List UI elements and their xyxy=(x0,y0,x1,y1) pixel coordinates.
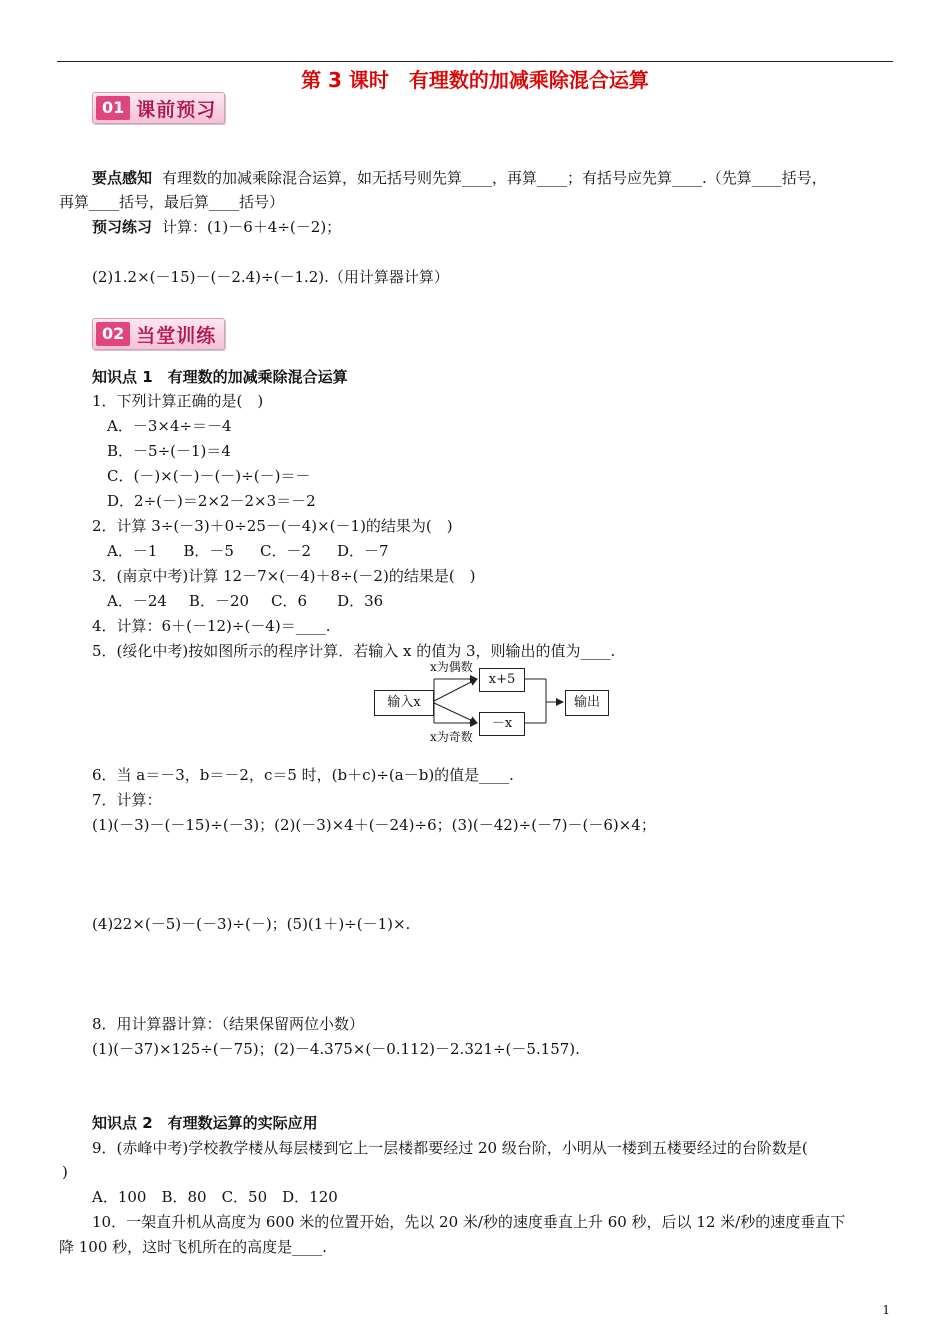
q1-option-a: A．－3×4÷＝－4 xyxy=(107,417,232,435)
page-title: 第 3 课时 有理数的加减乘除混合运算 xyxy=(301,68,649,92)
flow-odd-label: x为奇数 xyxy=(430,730,473,744)
kp2-heading: 知识点 2 有理数运算的实际应用 xyxy=(92,1114,318,1132)
q4-stem: 4．计算：6＋(－12)÷(－4)＝____. xyxy=(92,617,331,635)
flow-odd-op-box: －x xyxy=(479,712,525,736)
q1-option-b: B．－5÷(－1)＝4 xyxy=(107,442,231,460)
q2-option-a: A．－1 xyxy=(107,542,158,560)
exercise-line2: (2)1.2×(－15)－(－2.4)÷(－1.2).（用计算器计算） xyxy=(92,268,449,286)
key-points-line1 xyxy=(92,168,827,188)
q7-line1: (1)(－3)－(－15)÷(－3)；(2)(－3)×4＋(－24)÷6；(3)(－42)÷(－7)－(－6)×4； xyxy=(92,816,656,834)
q2-options xyxy=(107,541,389,561)
q8-stem: 8．用计算器计算：（结果保留两位小数） xyxy=(92,1015,365,1033)
exercise-line1 xyxy=(92,217,341,237)
q7-line2: (4)22×(－5)－(－3)÷(－)；(5)(1＋)÷(－1)×. xyxy=(92,915,411,933)
key-points-line2: 再算____括号，最后算____括号） xyxy=(59,193,285,211)
q3-option-c: C．6 xyxy=(271,592,308,610)
q2-option-c: C．－2 xyxy=(259,542,311,560)
section-badge-preview xyxy=(92,92,225,124)
flow-input-box: 输入x xyxy=(374,690,434,716)
exercise-text: 计算：(1)－6＋4÷(－2)； xyxy=(162,218,342,236)
flow-even-label: x为偶数 xyxy=(430,660,473,674)
q10-line1: 10．一架直升机从高度为 600 米的位置开始，先以 20 米/秒的速度垂直上升 60 秒，后以 12 米/秒的速度垂直下 xyxy=(92,1213,846,1231)
key-points-label: 要点感知 xyxy=(92,169,153,187)
flow-even-op-box: x+5 xyxy=(479,668,525,692)
badge-label: 课前预习 xyxy=(136,98,217,121)
key-points-text: 有理数的加减乘除混合运算，如无括号则先算____，再算____；有括号应先算____.（先算____括号， xyxy=(162,169,827,187)
q3-stem: 3．(南京中考)计算 12－7×(－4)＋8÷(－2)的结果是( ) xyxy=(92,567,476,585)
q3-option-d: D．36 xyxy=(337,592,384,610)
q9-options: A．100 B．80 C．50 D．120 xyxy=(92,1188,338,1206)
q3-options xyxy=(107,591,383,611)
q5-stem: 5．(绥化中考)按如图所示的程序计算．若输入 x 的值为 3，则输出的值为____. xyxy=(92,642,616,660)
q3-option-a: A．－24 xyxy=(107,592,167,610)
q2-option-d: D．－7 xyxy=(337,542,389,560)
q10-line2: 降 100 秒，这时飞机所在的高度是____. xyxy=(59,1238,327,1256)
q1-option-c: C．(－)×(－)－(－)÷(－)＝－ xyxy=(107,467,311,485)
badge-number: 01 xyxy=(96,96,130,120)
q2-stem: 2．计算 3÷(－3)＋0÷25－(－4)×(－1)的结果为( ) xyxy=(92,517,453,535)
q9-line2: ) xyxy=(62,1163,68,1181)
badge-label: 当堂训练 xyxy=(136,324,217,347)
page-number: 1 xyxy=(882,1303,890,1317)
q1-option-d: D．2÷(－)＝2×2－2×3＝－2 xyxy=(107,492,316,510)
exercise-label: 预习练习 xyxy=(92,218,153,236)
section-badge-practice xyxy=(92,318,225,350)
q1-stem: 1．下列计算正确的是( ) xyxy=(92,392,264,410)
q9-line1: 9．(赤峰中考)学校教学楼从每层楼到它上一层楼都要经过 20 级台阶，小明从一楼到五楼要经过的台阶数是( xyxy=(92,1139,808,1157)
q8-line1: (1)(－37)×125÷(－75)；(2)－4.375×(－0.112)－2.321÷(－5.157). xyxy=(92,1040,580,1058)
badge-number: 02 xyxy=(96,322,130,346)
flow-output-box: 输出 xyxy=(565,690,609,716)
q6-stem: 6．当 a＝－3，b＝－2，c＝5 时，(b＋c)÷(a－b)的值是____. xyxy=(92,766,514,784)
kp1-heading: 知识点 1 有理数的加减乘除混合运算 xyxy=(92,368,348,386)
q2-option-b: B．－5 xyxy=(183,542,234,560)
header-rule xyxy=(57,61,893,62)
q7-stem: 7．计算： xyxy=(92,791,162,809)
q3-option-b: B．－20 xyxy=(188,592,250,610)
